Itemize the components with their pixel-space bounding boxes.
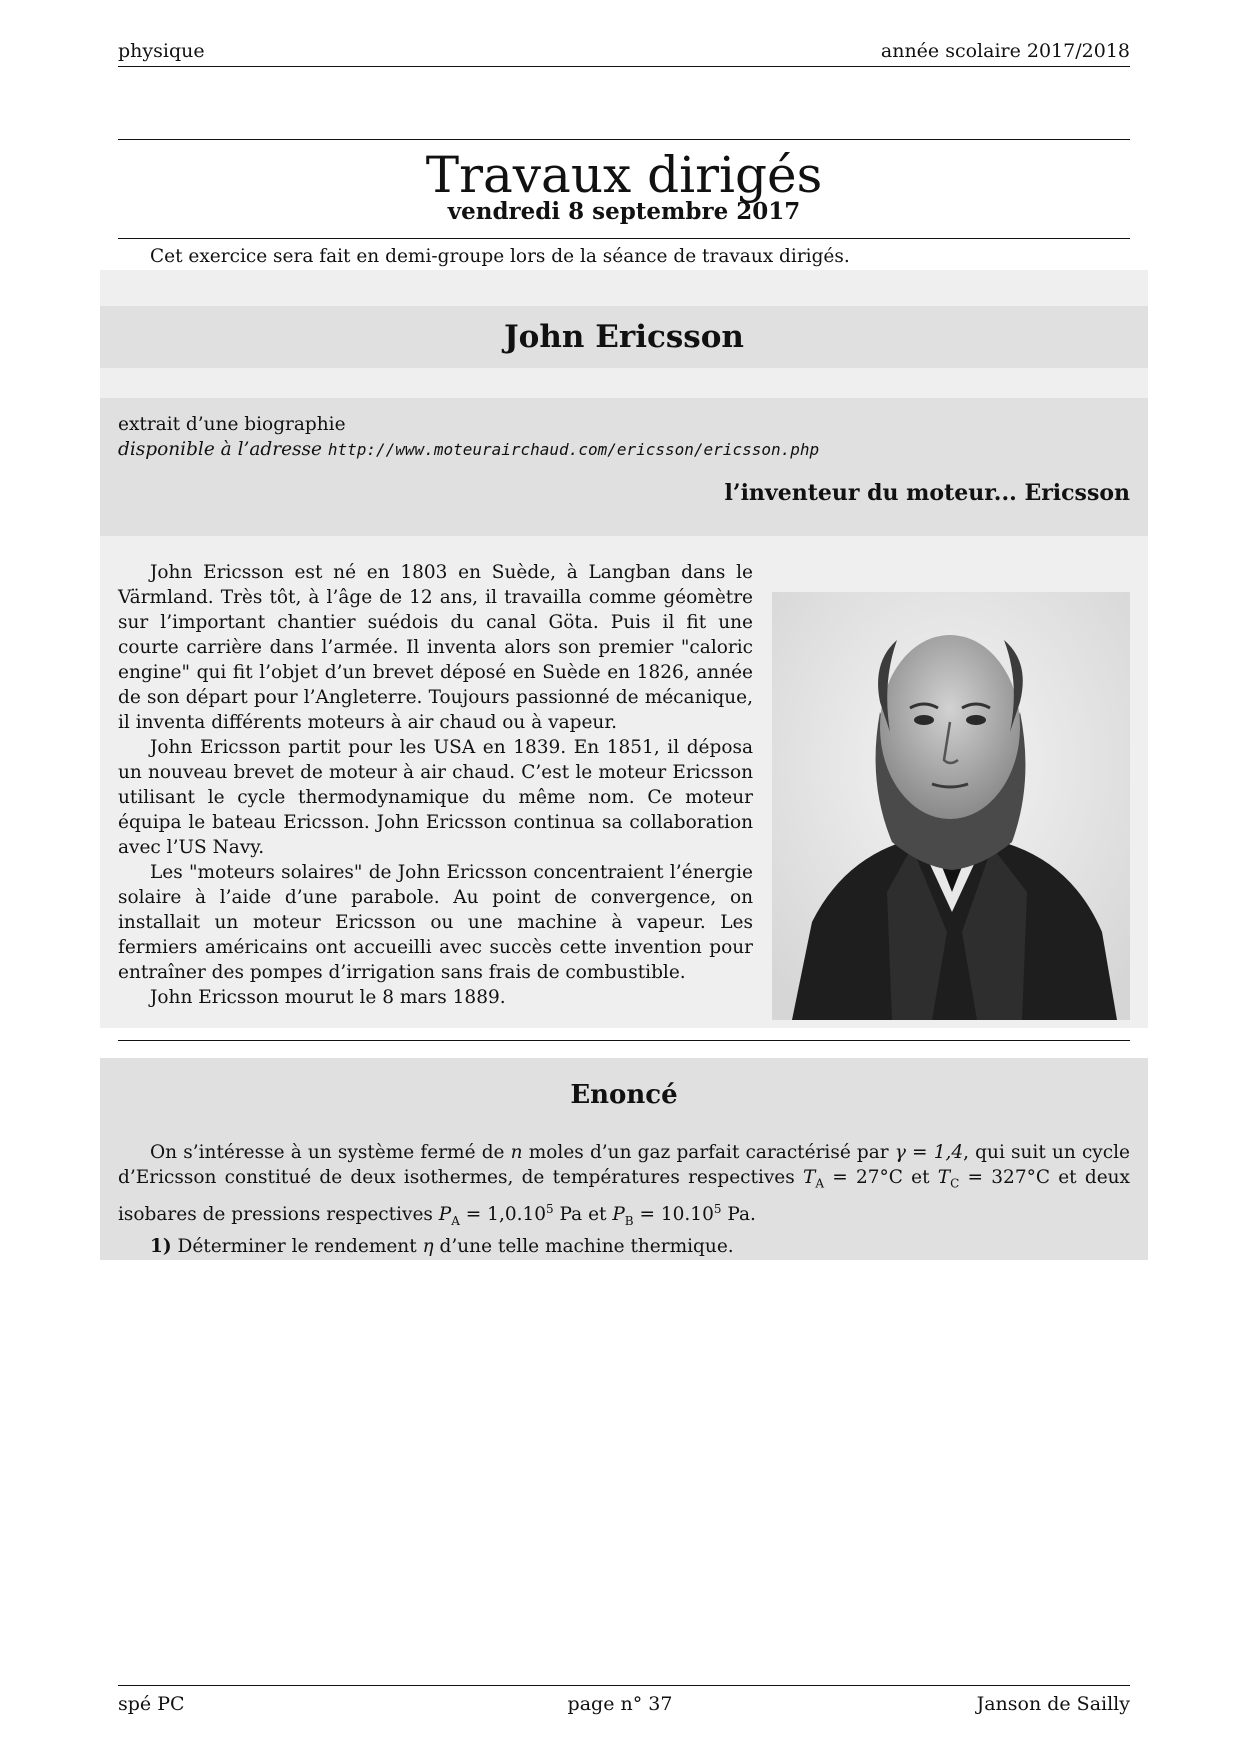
var-gamma: γ = 1,4 <box>894 1142 964 1163</box>
footer-left: spé PC <box>118 1693 185 1715</box>
statement-text-part: On s’intéresse à un système fermé de <box>150 1142 511 1163</box>
statement-text-part: moles d’un gaz parfait caractérisé par <box>522 1142 895 1163</box>
title-bottom-rule <box>118 238 1130 239</box>
source-url: http://www.moteurairchaud.com/ericsson/ericsson.php <box>327 440 820 459</box>
var-TA-value: = 27°C <box>824 1167 903 1188</box>
portrait-engraving <box>772 592 1130 1020</box>
section1-subtitle: l’inventeur du moteur... Ericsson <box>724 480 1130 506</box>
page-title: Travaux dirigés <box>425 146 823 204</box>
bio-paragraph: John Ericsson partit pour les USA en 1839. En 1851, il déposa un nouveau brevet de moteur à air chaud. C’est le moteur Ericsson utilisant le cycle thermodynamique du même nom. Ce moteur équipa le bateau Ericsson. John Ericsson continua sa collaboration avec l’US Navy. <box>118 737 753 858</box>
statement-text-part: et <box>902 1167 938 1188</box>
var-eta: η <box>422 1235 434 1257</box>
statement-text-part: et deux isobares de pressions respectives <box>118 1167 1130 1225</box>
portrait-john-ericsson <box>772 592 1130 1020</box>
var-PB-value: = 10.10 <box>633 1203 714 1225</box>
var-TA-sub: A <box>815 1176 824 1191</box>
question-1 <box>118 1234 1130 1259</box>
var-TA: T <box>802 1167 816 1188</box>
var-PB-exponent: 5 <box>713 1201 722 1216</box>
title-date: vendredi 8 septembre 2017 <box>447 198 801 225</box>
var-TC-value: = 327°C <box>959 1167 1050 1188</box>
var-TC: T <box>937 1167 951 1188</box>
statement-heading: Enoncé <box>570 1080 678 1110</box>
section1-heading: John Ericsson <box>504 319 744 355</box>
source-address <box>118 437 819 462</box>
footer-right: Janson de Sailly <box>976 1693 1130 1715</box>
question-text: d’une telle machine thermique. <box>433 1235 734 1257</box>
footer-page-number: page n° 37 <box>567 1693 673 1715</box>
section-divider-rule <box>118 1040 1130 1041</box>
var-PA-value: = 1,0.10 <box>459 1203 547 1225</box>
source-box <box>100 398 1148 536</box>
section1-gap-band <box>100 368 1148 398</box>
var-TC-sub: C <box>950 1176 960 1191</box>
biography-text <box>118 560 753 1010</box>
source-prefix: disponible à l’adresse <box>118 439 322 460</box>
var-n: n <box>510 1142 523 1163</box>
bio-paragraph: John Ericsson est né en 1803 en Suède, à Langban dans le Värmland. Très tôt, à l’âge de 12 ans, il travailla comme géomètre sur l’important chantier suédois du canal Göta. Puis il fit une courte carrière dans l’armée. Il inventa alors son premier "caloric engine" qui fit l’objet d’un brevet déposé en Suède en 1826, année de son départ pour l’Angleterre. Toujours passionné de mécanique, il inventa différents moteurs à air chaud ou à vapeur. <box>118 562 753 733</box>
statement-box <box>100 1058 1148 1260</box>
statement-paragraph <box>118 1140 1130 1234</box>
header-left: physique <box>118 40 205 62</box>
header-right: année scolaire 2017/2018 <box>880 40 1130 62</box>
header-rule <box>118 66 1130 67</box>
statement-text <box>118 1140 1130 1259</box>
var-PB: P <box>612 1203 625 1225</box>
title-top-rule <box>118 139 1130 140</box>
var-PA-exponent: 5 <box>546 1201 554 1216</box>
bio-paragraph: Les "moteurs solaires" de John Ericsson concentraient l’énergie solaire à l’aide d’une parabole. Au point de convergence, on installait un moteur Ericsson ou une machine à vapeur. Les fermiers américains ont accueilli avec succès cette invention pour entraîner des pompes d’irrigation sans frais de combustible. <box>118 862 753 983</box>
var-PA: P <box>438 1203 452 1225</box>
statement-text-part: , qui suit un cycle d’Ericsson constitué de deux isothermes, de températures respectives <box>118 1142 1130 1188</box>
statement-text-part: Pa. <box>721 1203 756 1225</box>
bio-paragraph: John Ericsson mourut le 8 mars 1889. <box>150 987 506 1008</box>
source-line: extrait d’une biographie <box>118 414 346 435</box>
footer-rule <box>118 1685 1130 1686</box>
question-text: Déterminer le rendement <box>171 1235 423 1257</box>
question-number: 1) <box>150 1235 172 1257</box>
section1-heading-box <box>100 306 1148 368</box>
intro-note: Cet exercice sera fait en demi-groupe lors de la séance de travaux dirigés. <box>150 246 850 267</box>
section1-top-band <box>100 270 1148 306</box>
statement-text-part: Pa et <box>553 1203 613 1225</box>
var-PB-sub: B <box>624 1213 634 1228</box>
var-PA-sub: A <box>451 1213 460 1228</box>
